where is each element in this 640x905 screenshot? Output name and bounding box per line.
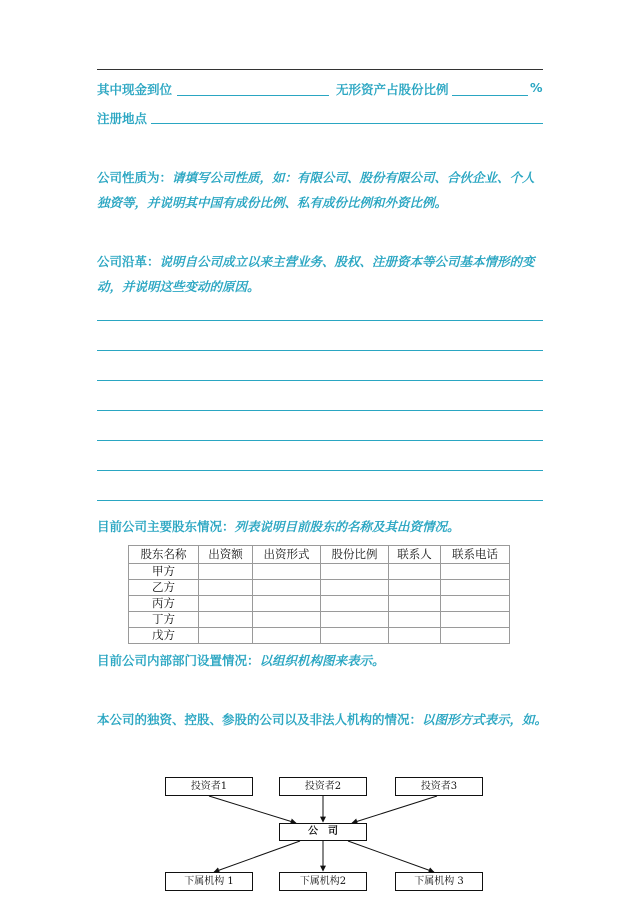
column-header: 联系电话 — [441, 546, 510, 564]
column-header: 联系人 — [389, 546, 441, 564]
column-header: 股东名称 — [129, 546, 199, 564]
investor-arrow — [209, 796, 296, 823]
investor-box: 投资者3 — [395, 777, 483, 796]
shareholder-name-cell: 丙方 — [129, 596, 199, 612]
company-box: 公 司 — [279, 823, 367, 841]
company-history-heading: 公司沿革： — [97, 254, 160, 269]
departments-instruction: 以组织机构图来表示。 — [259, 653, 385, 668]
percent-sign: % — [530, 80, 543, 95]
column-header: 出资额 — [199, 546, 253, 564]
shareholders-instruction: 列表说明目前股东的名称及其出资情况。 — [234, 519, 460, 534]
subsidiary-box: 下属机构 3 — [395, 872, 483, 891]
shareholders-heading: 目前公司主要股东情况： — [97, 519, 235, 534]
intangible-label: 无形资产占股份比例 — [336, 82, 449, 97]
investor-arrow — [352, 796, 437, 823]
address-label: 注册地点 — [97, 111, 148, 126]
company-nature-instruction: 请填写公司性质，如：有限公司、股份有限公司、合伙企业、个人独资等，并说明其中国有成份比例、私有成份比例和外资比例。 — [97, 170, 535, 210]
company-history-instruction: 说明自公司成立以来主营业务、股权、注册资本等公司基本情形的变动，并说明这些变动的原因。 — [97, 254, 535, 294]
subsidiary-box: 下属机构2 — [279, 872, 367, 891]
investor-box: 投资者1 — [165, 777, 253, 796]
column-header: 股份比例 — [321, 546, 389, 564]
shareholder-name-cell: 戊方 — [129, 628, 199, 644]
shareholder-name-cell: 丁方 — [129, 612, 199, 628]
shareholder-name-cell: 甲方 — [129, 564, 199, 580]
subsidiary-box: 下属机构 1 — [165, 872, 253, 891]
shareholder-name-cell: 乙方 — [129, 580, 199, 596]
affiliates-heading: 本公司的独资、控股、参股的公司以及非法人机构的情况： — [97, 712, 423, 727]
company-nature-heading: 公司性质为： — [97, 170, 173, 185]
departments-heading: 目前公司内部部门设置情况： — [97, 653, 260, 668]
subsidiary-arrow — [348, 841, 434, 872]
subsidiary-arrow — [214, 841, 300, 872]
column-header: 出资形式 — [253, 546, 321, 564]
affiliates-instruction: 以图形方式表示，如。 — [422, 712, 548, 727]
cash-label: 其中现金到位 — [97, 82, 173, 97]
investor-box: 投资者2 — [279, 777, 367, 796]
